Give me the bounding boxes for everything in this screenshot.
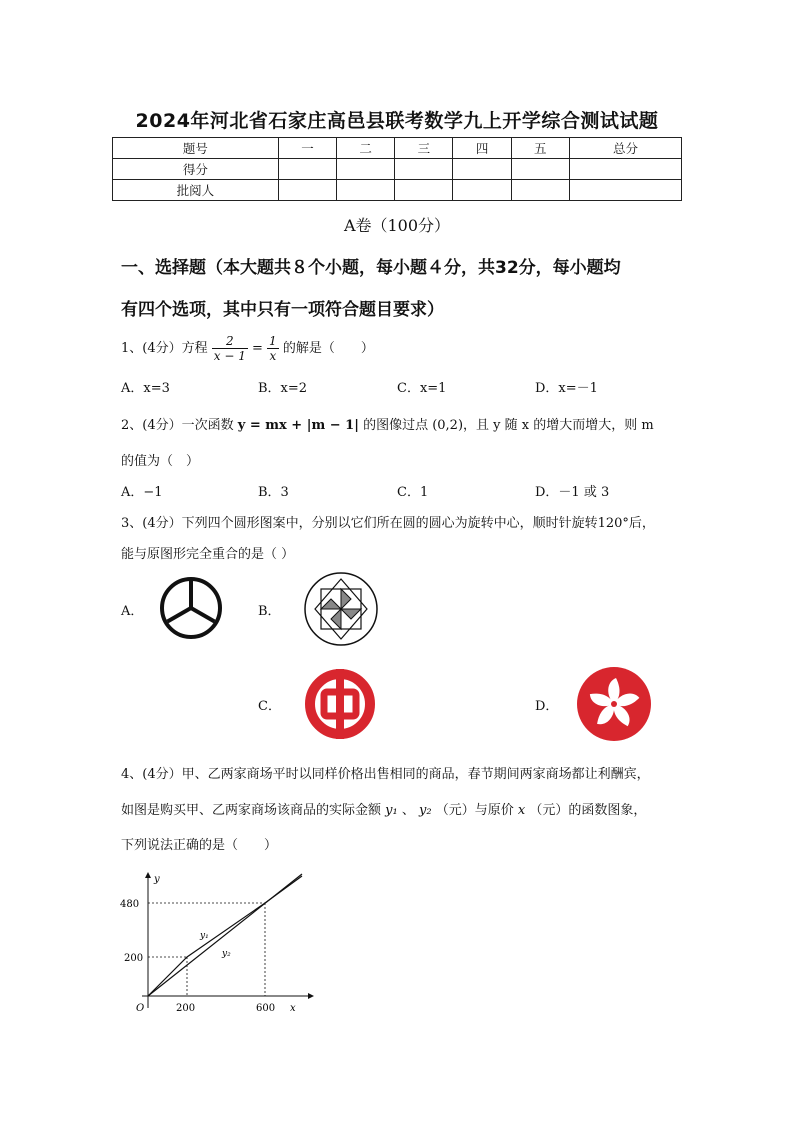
table-cell xyxy=(278,159,336,180)
table-cell: 一 xyxy=(278,138,336,159)
table-row xyxy=(113,159,682,180)
q1-suffix: 的解是（ ） xyxy=(282,341,374,356)
q2-formula: y = mx + |m − 1| xyxy=(237,418,359,433)
equals-sign: = xyxy=(252,341,263,356)
q1-fraction-right xyxy=(267,334,279,363)
x-tick-200: 200 xyxy=(176,1003,196,1014)
q4-separator: 、 xyxy=(401,803,415,818)
q3-line2: 能与原图形完全重合的是（ ） xyxy=(121,547,295,562)
q4-line2-part-b: （元）与原价 xyxy=(435,803,514,818)
y-tick-200: 200 xyxy=(124,953,144,964)
table-cell: 批阅人 xyxy=(113,180,279,201)
q4-line3: 下列说法正确的是（ ） xyxy=(121,838,278,853)
line-y1-label: y₁ xyxy=(200,931,209,941)
q2-suffix: 的图像过点 (0,2)，且 y 随 x 的增大而增大，则 m xyxy=(363,418,654,433)
table-cell: 四 xyxy=(453,138,511,159)
price-function-graph xyxy=(118,868,318,1018)
score-table xyxy=(112,137,682,201)
q4-line2-part-a: 如图是购买甲、乙两家商场该商品的实际金额 xyxy=(121,803,382,818)
table-cell xyxy=(337,159,395,180)
q3-label-d: D． xyxy=(535,699,559,714)
mercedes-emblem-figure xyxy=(158,575,224,641)
q2-line2: 的值为（ ） xyxy=(121,454,200,469)
table-cell: 二 xyxy=(337,138,395,159)
table-cell xyxy=(511,180,569,201)
q1-option-c: C．x=1 xyxy=(397,381,447,396)
table-cell: 总分 xyxy=(569,138,681,159)
y-axis-label: y xyxy=(154,874,160,885)
table-cell xyxy=(395,159,453,180)
q1-prefix: 1、(4分）方程 xyxy=(121,341,208,356)
bank-of-china-logo-figure xyxy=(303,667,377,741)
q1-option-a: A．x=3 xyxy=(121,381,170,396)
table-cell: 五 xyxy=(511,138,569,159)
fraction-denominator: x xyxy=(269,349,277,363)
q2-option-c: C．1 xyxy=(397,485,429,500)
q4-line2 xyxy=(121,799,646,818)
part1-heading-line2: 有四个选项，其中只有一项符合题目要求） xyxy=(121,300,444,320)
table-cell xyxy=(453,180,511,201)
y-tick-480: 480 xyxy=(120,899,140,910)
q2-option-b: B．3 xyxy=(258,485,289,500)
q2-option-d: D．－1 或 3 xyxy=(535,485,610,500)
q3-label-b: B． xyxy=(258,604,281,619)
fraction-numerator: 1 xyxy=(269,334,277,348)
q3-label-c: C． xyxy=(258,699,281,714)
table-cell xyxy=(395,180,453,201)
q4-x-symbol: x xyxy=(517,803,526,818)
table-cell: 得分 xyxy=(113,159,279,180)
fraction-denominator: x − 1 xyxy=(213,349,246,363)
table-cell xyxy=(337,180,395,201)
question-1 xyxy=(121,334,374,363)
table-cell xyxy=(569,159,681,180)
table-cell: 题号 xyxy=(113,138,279,159)
table-row xyxy=(113,180,682,201)
y-axis-arrow xyxy=(145,872,151,878)
q3-line1: 3、(4分）下列四个圆形图案中，分别以它们所在圆的圆心为旋转中心，顺时针旋转120°后， xyxy=(121,516,655,531)
x-axis-label: x xyxy=(290,1003,296,1014)
table-cell xyxy=(278,180,336,201)
q4-y2-symbol: y₂ xyxy=(419,803,432,818)
q4-line2-part-c: （元）的函数图象， xyxy=(529,803,647,818)
q1-fraction-left xyxy=(212,334,248,363)
fraction-numerator: 2 xyxy=(212,334,248,349)
line-y2 xyxy=(148,874,302,996)
x-axis-arrow xyxy=(308,993,314,999)
q4-line1: 4、(4分）甲、乙两家商场平时以同样价格出售相同的商品，春节期间两家商场都让利酬宾， xyxy=(121,767,650,782)
table-cell xyxy=(511,159,569,180)
bauhinia-flag-figure xyxy=(576,666,652,742)
table-cell: 三 xyxy=(395,138,453,159)
q1-option-b: B．x=2 xyxy=(258,381,308,396)
line-y2-label: y₂ xyxy=(222,949,231,959)
x-tick-600: 600 xyxy=(256,1003,276,1014)
table-cell xyxy=(453,159,511,180)
question-2 xyxy=(121,414,654,433)
part1-heading-line1: 一、选择题（本大题共８个小题，每小题４分，共32分，每小题均 xyxy=(121,258,621,278)
table-header-row xyxy=(113,138,682,159)
q2-prefix: 2、(4分）一次函数 xyxy=(121,418,234,433)
pinwheel-figure xyxy=(303,571,379,647)
q3-label-a: A． xyxy=(121,604,144,619)
table-cell xyxy=(569,180,681,201)
q4-y1-symbol: y₁ xyxy=(385,803,398,818)
q2-option-a: A．−1 xyxy=(121,485,163,500)
section-a-heading: A卷（100分） xyxy=(343,216,451,235)
origin-label: O xyxy=(136,1003,145,1014)
page-title: 2024年河北省石家庄高邑县联考数学九上开学综合测试试题 xyxy=(135,110,659,132)
q1-option-d: D．x=－1 xyxy=(535,381,598,396)
